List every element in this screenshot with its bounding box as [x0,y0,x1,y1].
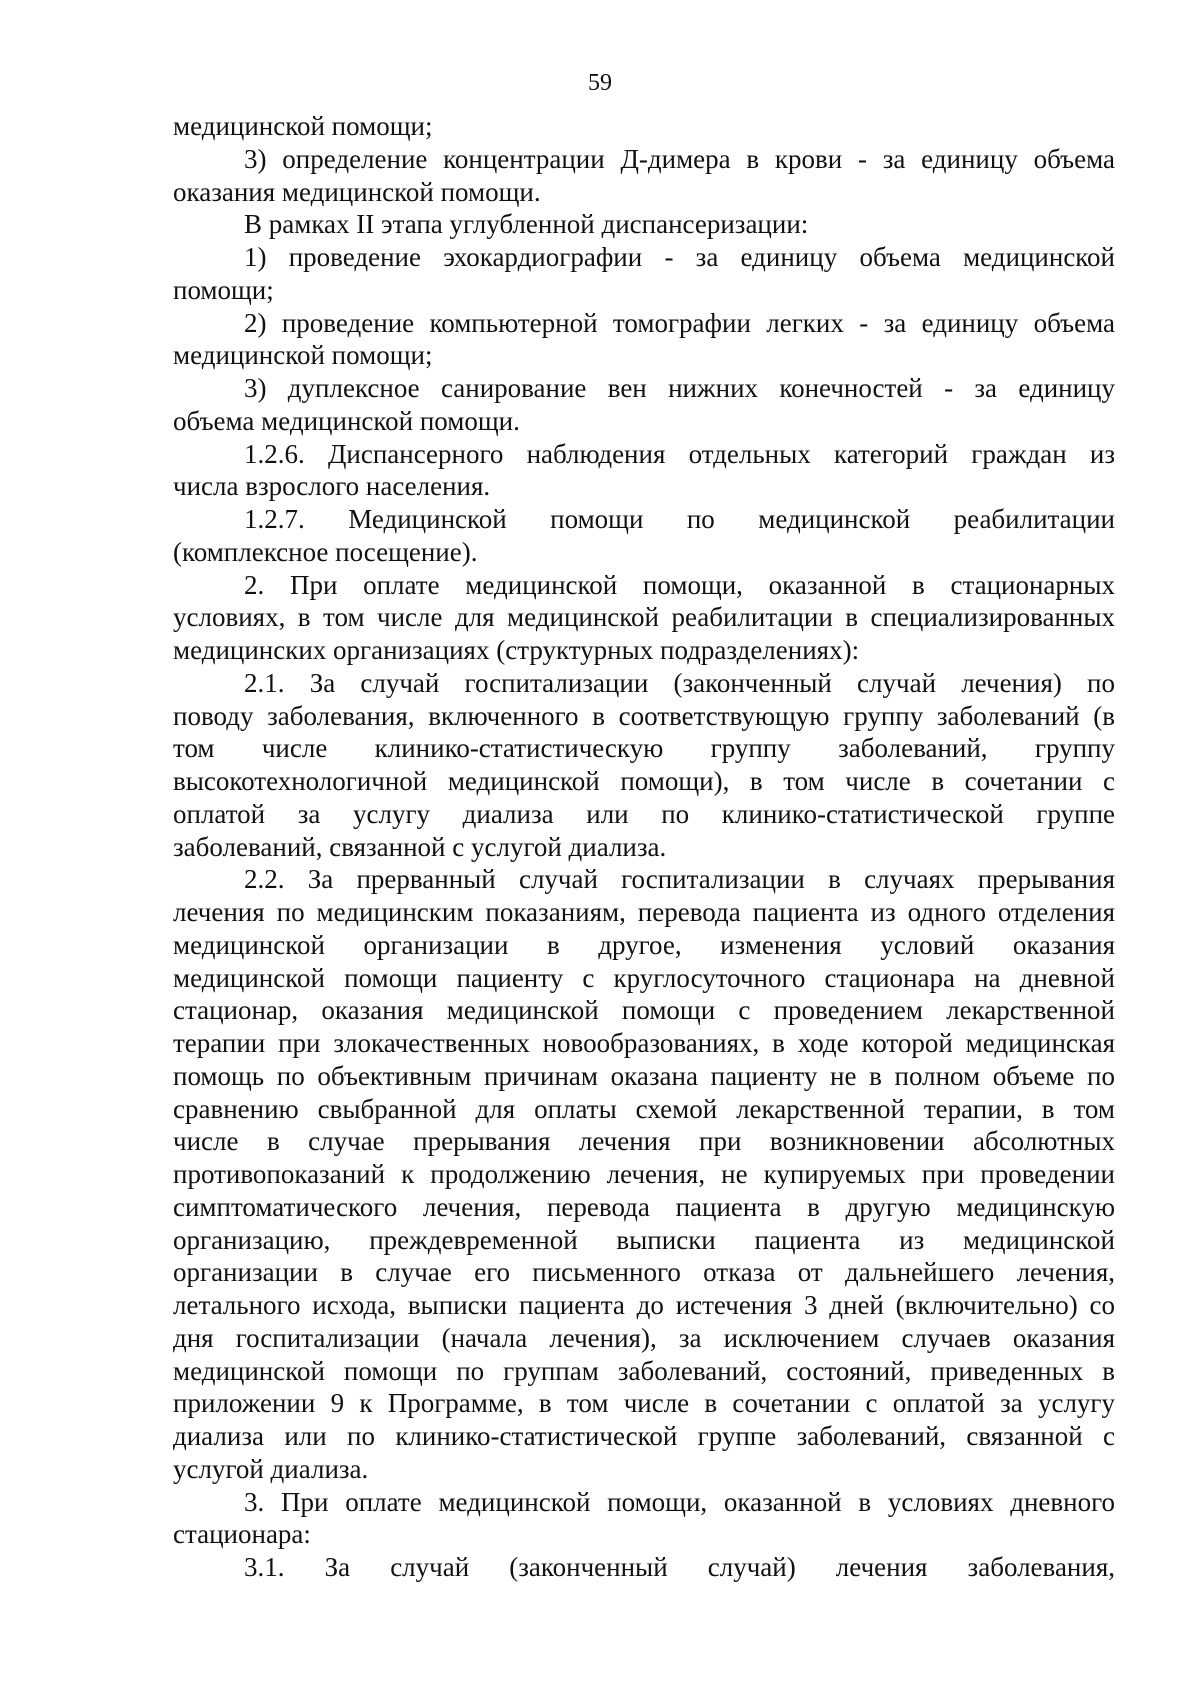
text-line: медицинской организации в другое, изменения условий оказания [173,929,1115,960]
text-line: объема медицинской помощи. [173,405,520,436]
page-number: 59 [588,70,612,96]
text-line: медицинских организациях (структурных подразделениях): [173,635,860,665]
text-line: организацию, преждевременной выписки пациента из медицинской [173,1224,1115,1255]
text-line: 3) дуплексное санирование вен нижних конечностей - за единицу [244,373,1115,403]
text-line: лечения по медицинским показаниям, перевода пациента из одного отделения [173,897,1115,927]
text-line: 2. При оплате медицинской помощи, оказанной в стационарных [244,569,1115,600]
text-line: 3. При оплате медицинской помощи, оказанной в условиях дневного [244,1486,1115,1517]
text-line: 1.2.7. Медицинской помощи по медицинской реабилитации [244,504,1115,534]
text-line: организации в случае его письменного отказа от дальнейшего лечения, [173,1257,1115,1288]
text-line: медицинской помощи; [173,340,433,371]
text-line: медицинской помощи пациенту с круглосуточного стационара на дневной [173,962,1115,993]
text-line: медицинской помощи; [173,111,433,141]
text-line: противопоказаний к продолжению лечения, не купируемых при проведении [173,1159,1115,1189]
text-line: помощи; [173,274,274,305]
text-line: 3.1. За случай (законченный случай) лечения заболевания, [244,1552,1115,1582]
text-line: 2.1. За случай госпитализации (законченный случай лечения) по [244,667,1115,698]
text-line: сравнению свыбранной для оплаты схемой лекарственной терапии, в том [173,1093,1115,1124]
text-line: оплатой за услугу диализа или по клинико-статистической группе [173,798,1115,829]
text-line: оказания медицинской помощи. [173,176,541,207]
text-line: услугой диализа. [173,1453,369,1484]
text-line: терапии при злокачественных новообразованиях, в ходе которой медицинская [173,1028,1115,1058]
text-line: стационара: [173,1519,311,1550]
text-line: высокотехнологичной медицинской помощи), в том числе в сочетании с [173,766,1115,796]
text-line: дня госпитализации (начала лечения), за исключением случаев оказания [173,1322,1115,1353]
text-line: В рамках II этапа углубленной диспансеризации: [244,209,809,240]
text-line: помощь по объективным причинам оказана пациенту не в полном объеме по [173,1060,1115,1091]
text-line: 1.2.6. Диспансерного наблюдения отдельных категорий граждан из [244,438,1115,469]
text-line: числе в случае прерывания лечения при возникновении абсолютных [173,1126,1115,1157]
text-line: стационар, оказания медицинской помощи с проведением лекарственной [173,995,1115,1026]
text-line: 1) проведение эхокардиографии - за единицу объема медицинской [244,242,1115,272]
text-line: летального исхода, выписки пациента до истечения 3 дней (включительно) со [173,1290,1115,1320]
text-line: (комплексное посещение). [173,536,478,567]
text-line: условиях, в том числе для медицинской реабилитации в специализированных [173,602,1115,633]
text-line: диализа или по клинико-статистической группе заболеваний, связанной с [173,1421,1115,1451]
text-line: медицинской помощи по группам заболеваний, состояний, приведенных в [173,1355,1115,1386]
text-line: 2.2. За прерванный случай госпитализации в случаях прерывания [244,864,1115,895]
text-line: 3) определение концентрации Д-димера в крови - за единицу объема [244,143,1115,174]
text-line: симптоматического лечения, перевода пациента в другую медицинскую [173,1191,1115,1222]
text-line: том числе клинико-статистическую группу заболеваний, группу [173,733,1115,764]
text-line: заболеваний, связанной с услугой диализа. [173,831,667,862]
text-line: поводу заболевания, включенного в соответствующую группу заболеваний (в [173,700,1115,731]
text-line: 2) проведение компьютерной томографии легких - за единицу объема [244,307,1115,338]
text-line: приложении 9 к Программе, в том числе в сочетании с оплатой за услугу [173,1388,1115,1419]
text-line: числа взрослого населения. [173,471,491,502]
